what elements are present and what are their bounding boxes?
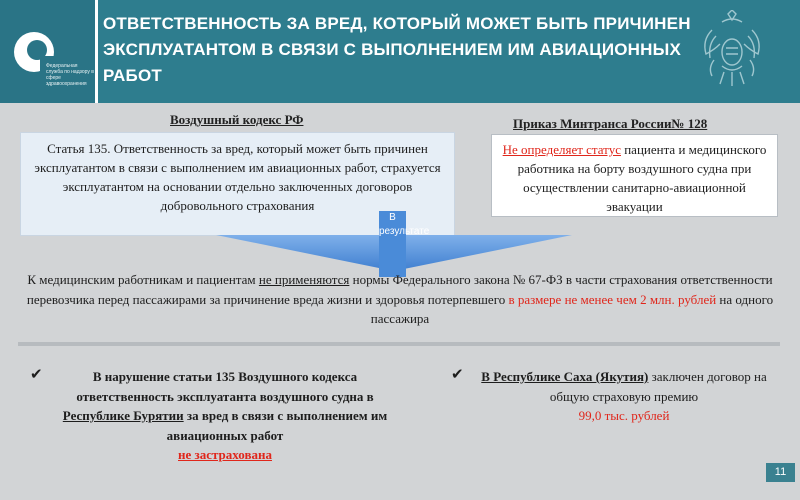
right-text-box [491,134,778,217]
logo-text: Федеральная служба по надзору в сфере здравоохранения [46,63,94,87]
right-red-phrase: Не определяет статус [502,142,621,157]
page-number: 11 [766,463,795,482]
middle-text-3: на одного пассажира [370,291,774,326]
bottom-left-text-1: В нарушение статьи 135 Воздушного кодекса ответственность эксплуатанта воздушного судна в [76,369,374,404]
bottom-left-red: не застрахована [178,447,272,462]
slide-title: ОТВЕТСТВЕННОСТЬ ЗА ВРЕД, КОТОРЫЙ МОЖЕТ БЫТЬ ПРИЧИНЕН ЭКСПЛУАТАНТОМ В СВЯЗИ С ВЫПОЛНЕНИЕМ ИМ АВИАЦИОННЫХ РАБОТ [103,14,691,85]
bottom-right-text-1: заключен договор на общую страховую премию [549,369,767,404]
right-heading: Приказ Минтранса России№ 128 [513,116,708,131]
bottom-right-text [474,367,774,426]
left-body: Статья 135. Ответственность за вред, который может быть причинен эксплуатантом в связи с выполнением им авиационных работ, страхуется эксплуатантом на основании отдельно заключенных договоров добровольного страхования [34,141,441,213]
bottom-right-red: 99,0 тыс. рублей [578,408,670,423]
bottom-right-region: В Республике Саха (Якутия) [481,369,649,384]
checkmark-icon: ✔ [30,365,43,383]
bottom-left-text-2: за вред в связи с выполнением им авиационных работ [166,408,388,443]
emblem-icon [692,10,772,92]
arrow-label: В результате [379,212,430,237]
checkmark-icon: ✔ [451,365,464,383]
middle-underlined: не применяются [258,272,350,287]
middle-paragraph [20,270,780,329]
divider [18,342,780,346]
header-bar [0,0,800,103]
middle-red: в размере не менее чем 2 млн. рублей [508,291,717,307]
middle-text-1: К медицинским работникам и пациентам [27,272,259,287]
bottom-left-region: Республике Бурятии [62,408,184,423]
logo [0,0,98,103]
middle-text-2: нормы Федерального закона № 67-ФЗ в части страхования ответственности перевозчика перед пассажирами за причинение вреда жизни и здоровья потерпевшего [26,272,773,307]
left-heading: Воздушный кодекс РФ [170,112,304,127]
right-body: пациента и медицинского работника на борту воздушного судна при осуществлении санитарно-авиационной эвакуации [517,142,767,214]
bottom-left-text [60,367,390,465]
